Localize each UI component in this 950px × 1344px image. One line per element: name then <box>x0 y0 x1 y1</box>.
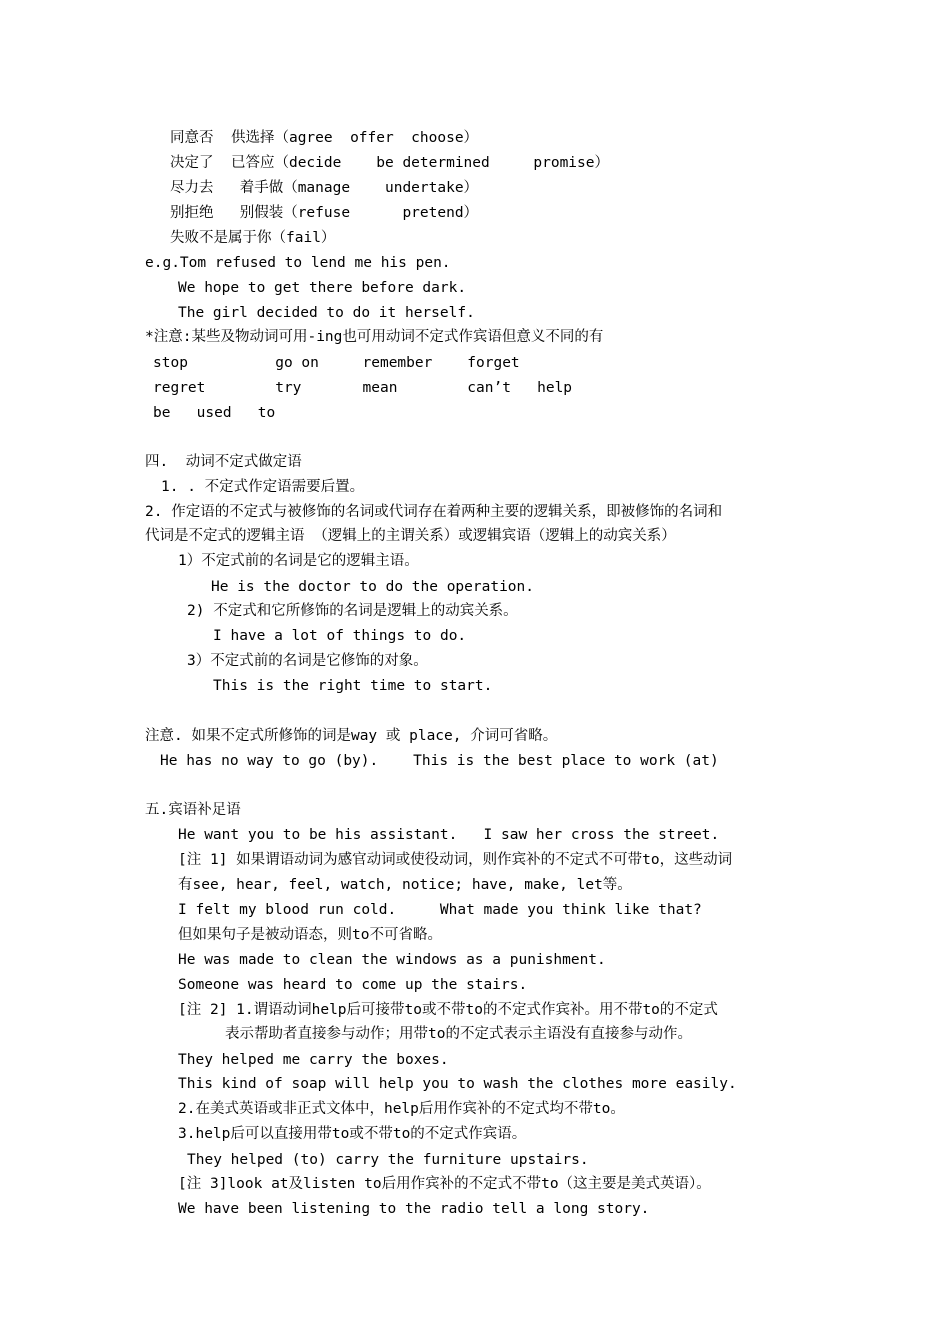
text-line: 代词是不定式的逻辑主语 （逻辑上的主谓关系）或逻辑宾语（逻辑上的动宾关系） <box>145 528 676 544</box>
text-line: stop go on remember forget <box>153 355 520 371</box>
section-heading: 五.宾语补足语 <box>145 802 241 818</box>
text-line: 3.help后可以直接用带to或不带to的不定式作宾语。 <box>178 1126 527 1142</box>
text-line: This kind of soap will help you to wash the clothes more easily. <box>178 1076 737 1092</box>
text-line: 表示帮助者直接参与动作；用带to的不定式表示主语没有直接参与动作。 <box>225 1026 692 1042</box>
text-line: He has no way to go (by). This is the best place to work (at) <box>160 753 719 769</box>
text-line: 1. . 不定式作定语需要后置。 <box>161 479 365 495</box>
section-heading: 四. 动词不定式做定语 <box>145 454 302 470</box>
text-line: 但如果句子是被动语态，则to不可省略。 <box>178 927 442 943</box>
text-line: be used to <box>153 405 276 421</box>
text-line: 1）不定式前的名词是它的逻辑主语。 <box>178 553 419 569</box>
text-line: 尽力去 着手做（manage undertake） <box>170 180 479 196</box>
text-line: He was made to clean the windows as a punishment. <box>178 952 606 968</box>
text-line: 2. 作定语的不定式与被修饰的名词或代词存在着两种主要的逻辑关系，即被修饰的名词和 <box>145 504 723 520</box>
text-line: [注 1] 如果谓语动词为感官动词或使役动词，则作宾补的不定式不可带to，这些动词 <box>178 852 733 868</box>
text-line: 2.在美式英语或非正式文体中，help后用作宾补的不定式均不带to。 <box>178 1101 625 1117</box>
text-line: 有see, hear, feel, watch, notice; have, make, let等。 <box>178 877 632 893</box>
text-line: He want you to be his assistant. I saw her cross the street. <box>178 827 720 843</box>
text-line: 同意否 供选择（agree offer choose） <box>170 130 479 146</box>
text-line: They helped (to) carry the furniture upstairs. <box>187 1152 589 1168</box>
text-line: He is the doctor to do the operation. <box>211 579 535 595</box>
text-line: e.g.Tom refused to lend me his pen. <box>145 255 451 271</box>
text-line: 别拒绝 别假装（refuse pretend） <box>170 205 479 221</box>
text-line: The girl decided to do it herself. <box>178 305 475 321</box>
text-line: We hope to get there before dark. <box>178 280 467 296</box>
text-line: *注意:某些及物动词可用-ing也可用动词不定式作宾语但意义不同的有 <box>145 329 604 345</box>
text-line: They helped me carry the boxes. <box>178 1052 449 1068</box>
text-line: [注 2] 1.谓语动词help后可接带to或不带to的不定式作宾补。用不带to的不定式 <box>178 1002 718 1018</box>
text-line: [注 3]look at及listen to后用作宾补的不定式不带to（这主要是美式英语）。 <box>178 1176 711 1192</box>
text-line: regret try mean can’t help <box>153 380 573 396</box>
text-line: I felt my blood run cold. What made you think like that? <box>178 902 702 918</box>
text-line: 注意. 如果不定式所修饰的词是way 或 place, 介词可省略。 <box>145 728 558 744</box>
text-line: 决定了 已答应（decide be determined promise） <box>170 155 609 171</box>
text-line: Someone was heard to come up the stairs. <box>178 977 528 993</box>
text-line: We have been listening to the radio tell a long story. <box>178 1201 650 1217</box>
text-line: 2) 不定式和它所修饰的名词是逻辑上的动宾关系。 <box>187 603 518 619</box>
text-line: 失败不是属于你（fail） <box>170 230 336 246</box>
text-line: I have a lot of things to do. <box>213 628 467 644</box>
text-line: 3）不定式前的名词是它修饰的对象。 <box>187 653 428 669</box>
text-line: This is the right time to start. <box>213 678 493 694</box>
